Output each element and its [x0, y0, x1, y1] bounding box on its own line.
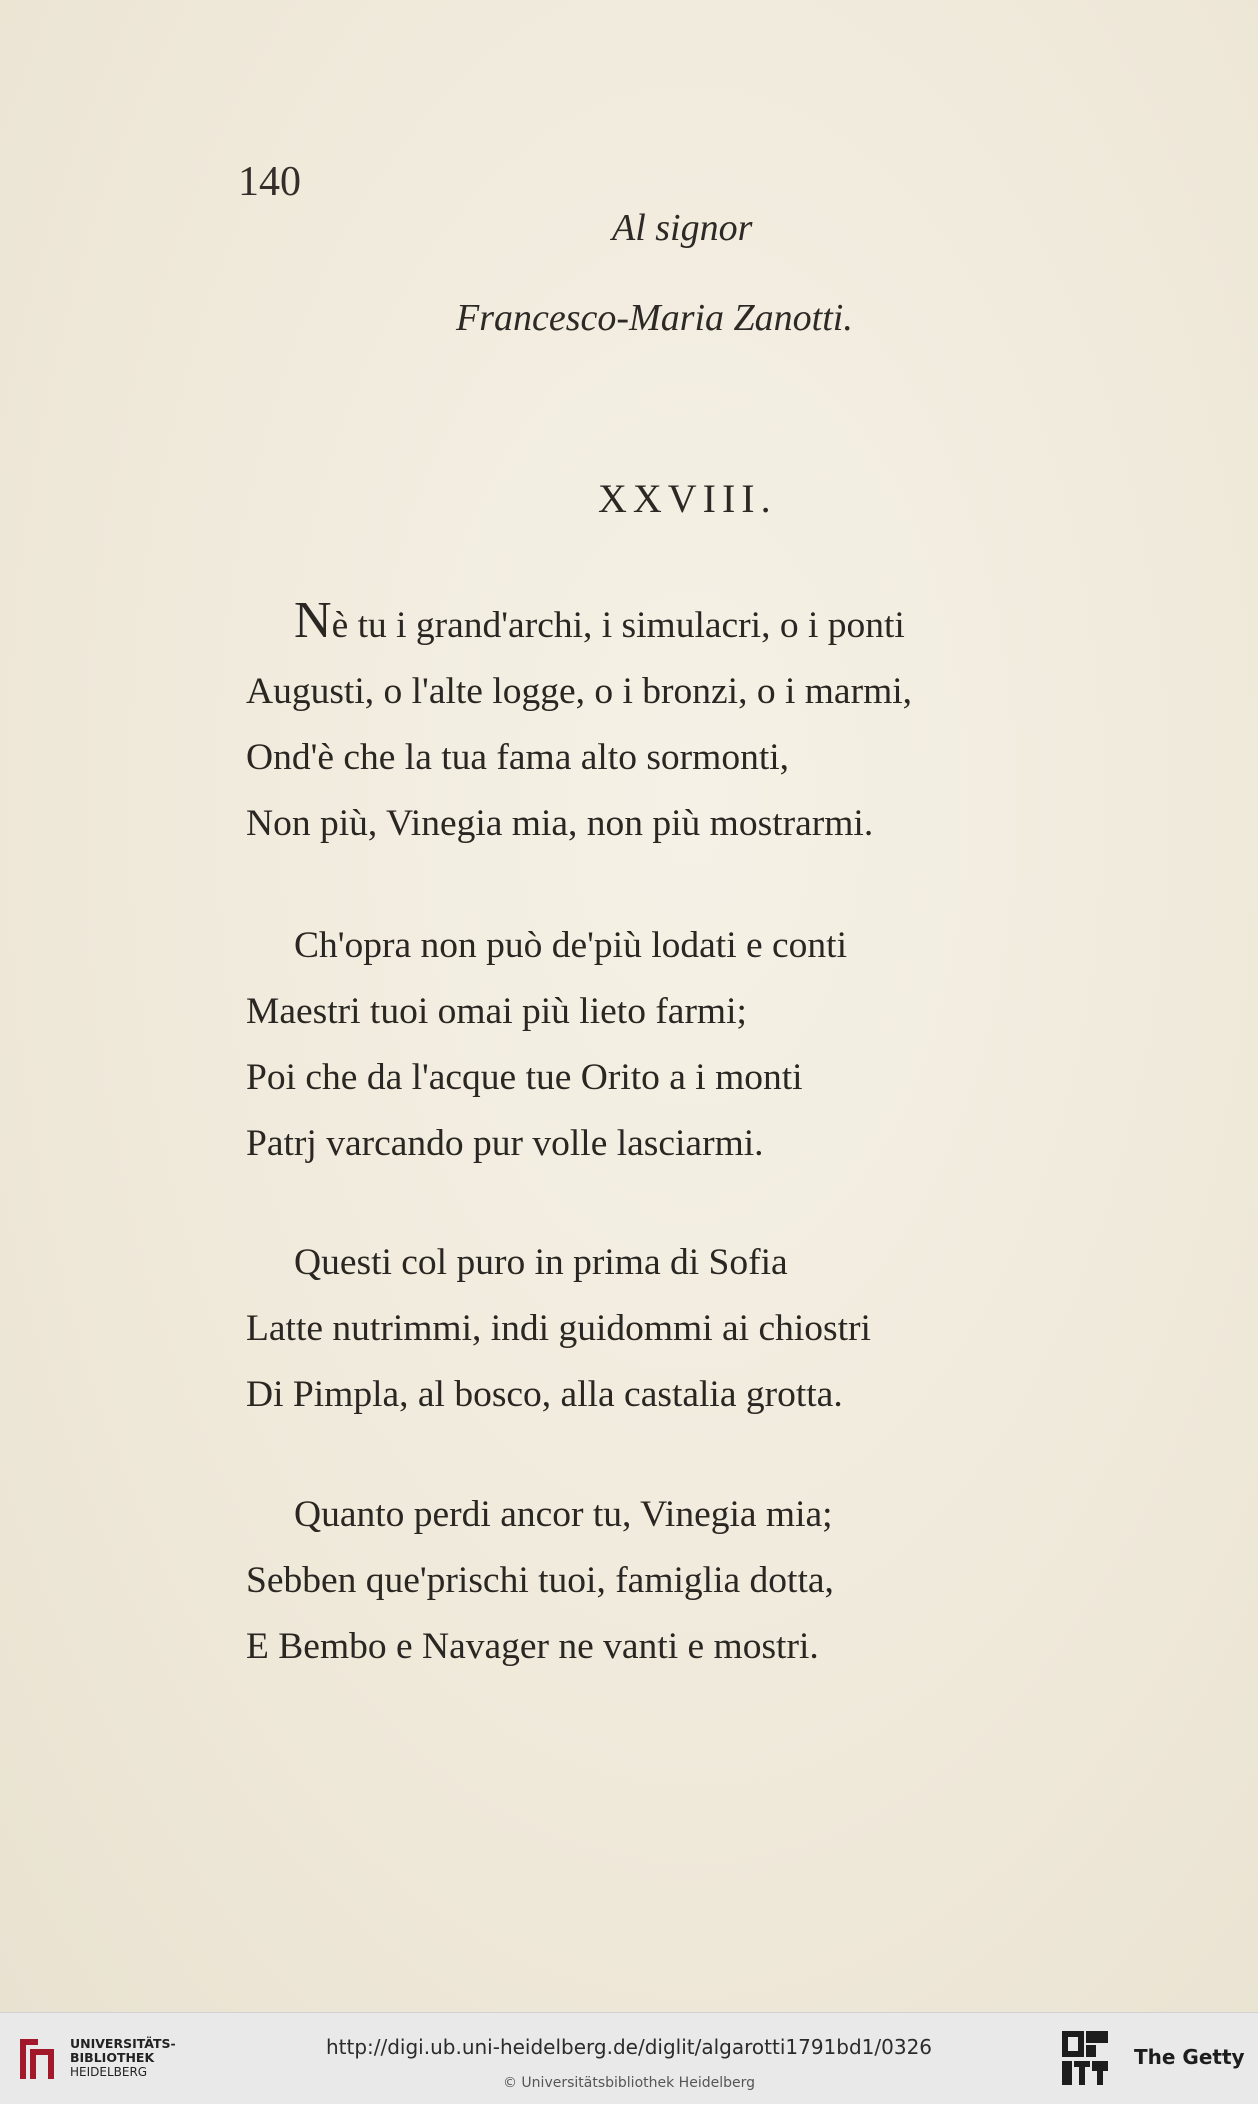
verse-line: Patrj varcando pur volle lasciarmi.	[246, 1123, 764, 1164]
stanza-1	[246, 593, 912, 857]
verse-line: Latte nutrimmi, indi guidommi ai chiostri	[246, 1308, 871, 1349]
permalink-url[interactable]: http://digi.ub.uni-heidelberg.de/diglit/algarotti1791bd1/0326	[325, 2035, 933, 2059]
poem-number: XXVIII.	[598, 476, 777, 521]
getty-logo-icon	[1060, 2029, 1110, 2087]
verse-line: Ch'opra non può de'più lodati e conti	[294, 925, 847, 966]
verse-line: Questi col puro in prima di Sofia	[294, 1242, 788, 1283]
copyright-notice: © Universitätsbibliothek Heidelberg	[502, 2075, 755, 2091]
drop-cap: N	[294, 592, 332, 649]
verse-line: Non più, Vinegia mia, non più mostrarmi.	[246, 803, 874, 844]
verse-line: Maestri tuoi omai più lieto farmi;	[246, 991, 747, 1032]
verse-line: Poi che da l'acque tue Orito a i monti	[246, 1057, 803, 1098]
verse-line: Quanto perdi ancor tu, Vinegia mia;	[294, 1494, 833, 1535]
page-number: 140	[238, 159, 301, 205]
verse-text: è tu i grand'archi, i simulacri, o i ponti	[331, 605, 905, 646]
dedication-line-1: Al signor	[612, 207, 753, 249]
verse-line: Sebben que'prischi tuoi, famiglia dotta,	[246, 1560, 834, 1601]
verse-line: Augusti, o l'alte logge, o i bronzi, o i marmi,	[246, 671, 913, 712]
university-name-line-1: UNIVERSITÄTS-	[70, 2036, 176, 2051]
university-name-line-2: BIBLIOTHEK	[70, 2050, 155, 2065]
verse-line: Ond'è che la tua fama alto sormonti,	[246, 737, 790, 778]
stanza-2	[246, 913, 847, 1177]
viewer-footer	[0, 2012, 1258, 2104]
verse-line: Di Pimpla, al bosco, alla castalia grotta.	[246, 1374, 843, 1415]
stanza-3	[246, 1230, 871, 1428]
university-name-line-3: HEIDELBERG	[70, 2065, 148, 2079]
partner-name: The Getty	[1134, 2045, 1245, 2069]
verse-line	[246, 593, 912, 659]
stanza-4	[246, 1482, 834, 1680]
verse-line: E Bembo e Navager ne vanti e mostri.	[246, 1626, 819, 1667]
dedication-line-2: Francesco-Maria Zanotti.	[456, 297, 853, 339]
